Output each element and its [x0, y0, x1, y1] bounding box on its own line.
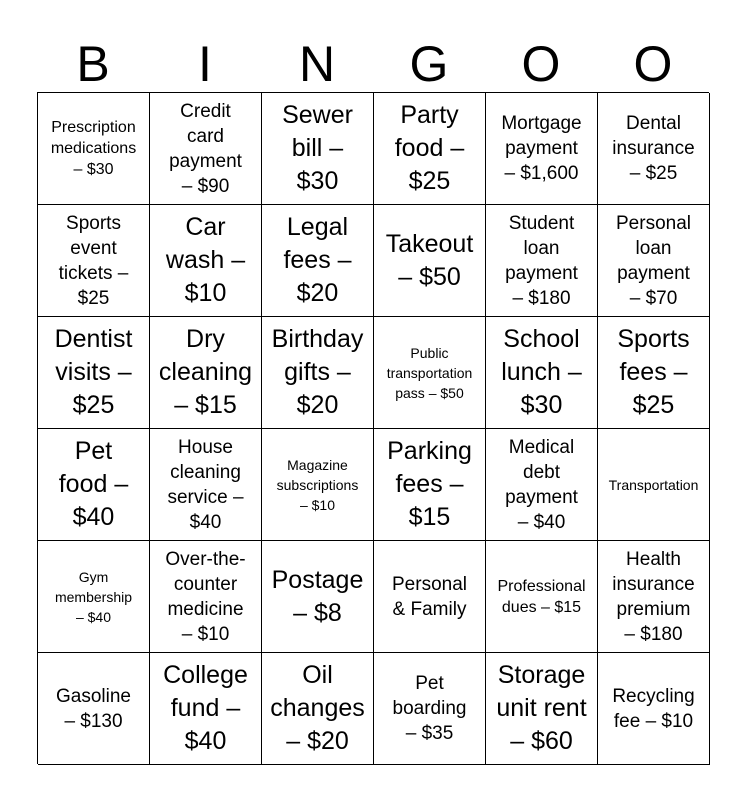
bingo-cell-label: Professional dues – $15 — [497, 577, 586, 616]
bingo-cell[interactable] — [374, 429, 486, 541]
header-letter: B — [76, 36, 110, 92]
bingo-cell[interactable] — [150, 429, 262, 541]
bingo-cell-label: Oil changes – $20 — [270, 661, 365, 755]
bingo-cell[interactable] — [262, 429, 374, 541]
bingo-cell-label: Dentist visits – $25 — [54, 325, 133, 419]
bingo-cell-label: Gasoline – $130 — [56, 685, 131, 732]
bingo-cell-label: Personal & Family — [392, 573, 467, 620]
header-letter: O — [521, 36, 561, 92]
bingo-cell-label: Party food – $25 — [394, 101, 465, 195]
bingo-cell-label: Public transportation pass – $50 — [386, 344, 473, 401]
bingo-cell[interactable] — [374, 653, 486, 765]
bingo-cell-label: Storage unit rent – $60 — [496, 661, 587, 755]
bingo-cell[interactable] — [262, 541, 374, 653]
bingo-cell-label: Postage – $8 — [271, 565, 364, 627]
bingo-cell-label: Over-the- counter medicine – $10 — [165, 548, 246, 645]
bingo-cell-label: Credit card payment – $90 — [169, 100, 242, 197]
bingo-cell[interactable] — [150, 653, 262, 765]
bingo-cell-label: Transportation — [608, 476, 699, 493]
bingo-cell-label: Recycling fee – $10 — [612, 685, 695, 732]
bingo-cell-label: Takeout – $50 — [385, 229, 474, 291]
bingo-cell-label: Birthday gifts – $20 — [271, 325, 364, 419]
header-letter: I — [198, 36, 212, 92]
bingo-header — [37, 36, 709, 92]
bingo-cell[interactable] — [150, 205, 262, 317]
header-letter: N — [298, 36, 336, 92]
bingo-cell-label: House cleaning service – $40 — [167, 436, 244, 533]
bingo-cell[interactable] — [38, 429, 150, 541]
bingo-cell[interactable] — [262, 93, 374, 205]
bingo-cell-label: Sports fees – $25 — [617, 325, 690, 419]
bingo-cell[interactable] — [374, 205, 486, 317]
bingo-cell[interactable] — [486, 205, 598, 317]
bingo-cell[interactable] — [262, 317, 374, 429]
bingo-cell[interactable] — [374, 317, 486, 429]
bingo-cell-label: Mortgage payment – $1,600 — [501, 113, 582, 184]
header-letter: G — [409, 36, 449, 92]
bingo-cell[interactable] — [150, 541, 262, 653]
bingo-cell-label: College fund – $40 — [163, 661, 248, 755]
bingo-cell[interactable] — [486, 429, 598, 541]
bingo-cell-label: Medical debt payment – $40 — [505, 436, 578, 533]
bingo-cell[interactable] — [38, 317, 150, 429]
bingo-cell-label: Dental insurance – $25 — [612, 113, 695, 184]
bingo-cell-label: Car wash – $10 — [165, 213, 246, 307]
bingo-cell[interactable] — [38, 541, 150, 653]
bingo-cell-label: Prescription medications – $30 — [50, 119, 137, 178]
bingo-cell-label: Pet boarding – $35 — [392, 673, 467, 744]
header-letter: O — [633, 36, 673, 92]
bingo-cell[interactable] — [486, 317, 598, 429]
bingo-grid — [37, 92, 709, 764]
bingo-cell[interactable] — [486, 541, 598, 653]
bingo-cell[interactable] — [38, 653, 150, 765]
bingo-cell[interactable] — [150, 93, 262, 205]
bingo-cell[interactable] — [598, 205, 710, 317]
bingo-cell-label: Sewer bill – $30 — [282, 101, 353, 195]
bingo-cell-label: Pet food – $40 — [58, 437, 129, 531]
bingo-cell[interactable] — [374, 93, 486, 205]
bingo-cell-label: Sports event tickets – $25 — [58, 212, 129, 309]
bingo-cell[interactable] — [486, 653, 598, 765]
bingo-cell-label: School lunch – $30 — [501, 325, 582, 419]
bingo-cell[interactable] — [262, 205, 374, 317]
bingo-cell[interactable] — [38, 205, 150, 317]
bingo-cell-label: Dry cleaning – $15 — [158, 325, 253, 419]
bingo-cell-label: Student loan payment – $180 — [505, 212, 578, 309]
bingo-cell[interactable] — [598, 541, 710, 653]
bingo-cell-label: Parking fees – $15 — [387, 437, 472, 531]
bingo-cell-label: Gym membership – $40 — [54, 568, 133, 625]
bingo-cell-label: Personal loan payment – $70 — [616, 212, 691, 309]
bingo-cell-label: Health insurance premium – $180 — [612, 548, 695, 645]
bingo-cell[interactable] — [598, 653, 710, 765]
bingo-cell[interactable] — [38, 93, 150, 205]
bingo-cell-label: Magazine subscriptions – $10 — [276, 456, 359, 513]
bingo-cell[interactable] — [374, 541, 486, 653]
bingo-cell[interactable] — [598, 429, 710, 541]
bingo-cell[interactable] — [486, 93, 598, 205]
bingo-cell[interactable] — [150, 317, 262, 429]
bingo-cell[interactable] — [598, 317, 710, 429]
bingo-cell[interactable] — [598, 93, 710, 205]
bingo-cell-label: Legal fees – $20 — [283, 213, 352, 307]
bingo-cell[interactable] — [262, 653, 374, 765]
